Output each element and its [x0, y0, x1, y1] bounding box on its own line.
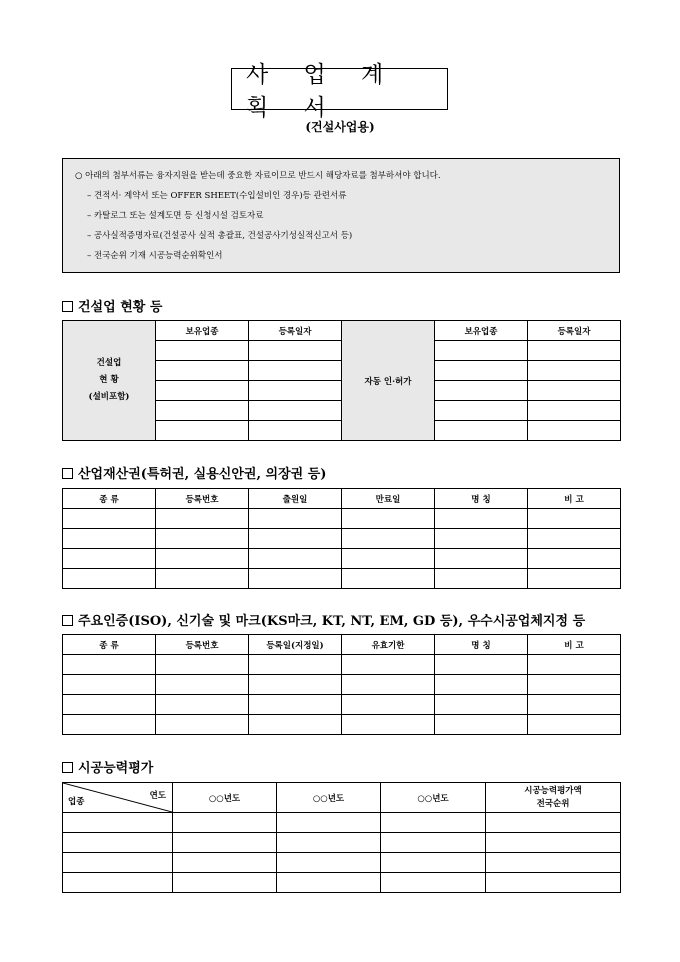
- input-cell[interactable]: [277, 873, 381, 893]
- input-cell[interactable]: [486, 813, 621, 833]
- input-cell[interactable]: [528, 421, 621, 441]
- header-year-1: ○○년도: [173, 783, 277, 813]
- checkbox-square-icon: [62, 762, 73, 773]
- header-held-type: 보유업종: [156, 321, 249, 341]
- input-cell[interactable]: [528, 715, 621, 735]
- construction-capacity-table: [62, 782, 621, 893]
- input-cell[interactable]: [528, 529, 621, 549]
- input-cell[interactable]: [435, 381, 528, 401]
- input-cell[interactable]: [528, 695, 621, 715]
- input-cell[interactable]: [342, 509, 435, 529]
- industrial-property-table: [62, 488, 621, 589]
- header-valid-until: 유효기한: [342, 635, 435, 655]
- header-remarks: 비 고: [528, 635, 621, 655]
- input-cell[interactable]: [156, 715, 249, 735]
- input-cell[interactable]: [249, 695, 342, 715]
- input-cell[interactable]: [342, 529, 435, 549]
- input-cell[interactable]: [249, 675, 342, 695]
- input-cell[interactable]: [435, 715, 528, 735]
- input-cell[interactable]: [342, 695, 435, 715]
- section-title-industrial-property: 산업재산권(특허권, 실용신안권, 의장권 등): [62, 463, 326, 482]
- header-filing-date: 출원일: [249, 489, 342, 509]
- input-cell[interactable]: [342, 655, 435, 675]
- input-cell[interactable]: [381, 813, 486, 833]
- input-cell[interactable]: [156, 421, 249, 441]
- header-reg-date: 등록일자: [528, 321, 621, 341]
- input-cell[interactable]: [156, 529, 249, 549]
- input-cell[interactable]: [528, 655, 621, 675]
- notice-item: – 공사실적증명자료(건설공사 실적 총괄표, 건설공사기성실적신고서 등): [87, 231, 353, 241]
- input-cell[interactable]: [528, 549, 621, 569]
- input-cell[interactable]: [156, 509, 249, 529]
- checkbox-square-icon: [62, 468, 73, 479]
- notice-item: – 견적서· 계약서 또는 OFFER SHEET(수입설비인 경우)등 관련서류: [87, 191, 347, 201]
- input-cell[interactable]: [156, 361, 249, 381]
- header-type: 종 류: [63, 489, 156, 509]
- input-cell[interactable]: [435, 675, 528, 695]
- input-cell[interactable]: [435, 341, 528, 361]
- input-cell[interactable]: [435, 655, 528, 675]
- input-cell[interactable]: [173, 833, 277, 853]
- input-cell[interactable]: [63, 695, 156, 715]
- header-reg-number: 등록번호: [156, 489, 249, 509]
- input-cell[interactable]: [342, 715, 435, 735]
- input-cell[interactable]: [435, 529, 528, 549]
- input-cell[interactable]: [277, 853, 381, 873]
- input-cell[interactable]: [435, 569, 528, 589]
- input-cell[interactable]: [173, 873, 277, 893]
- input-cell[interactable]: [277, 833, 381, 853]
- input-cell[interactable]: [63, 873, 173, 893]
- auto-license-label: 자동 인·허가: [342, 321, 435, 441]
- input-cell[interactable]: [435, 509, 528, 529]
- input-cell[interactable]: [249, 361, 342, 381]
- header-held-type: 보유업종: [435, 321, 528, 341]
- input-cell[interactable]: [528, 361, 621, 381]
- checkbox-square-icon: [62, 301, 73, 312]
- input-cell[interactable]: [249, 401, 342, 421]
- input-cell[interactable]: [249, 509, 342, 529]
- page-title: 사 업 계 획 서: [231, 68, 448, 110]
- input-cell[interactable]: [277, 813, 381, 833]
- checkbox-square-icon: [62, 615, 73, 626]
- input-cell[interactable]: [63, 655, 156, 675]
- input-cell[interactable]: [381, 853, 486, 873]
- input-cell[interactable]: [63, 529, 156, 549]
- input-cell[interactable]: [173, 813, 277, 833]
- input-cell[interactable]: [435, 401, 528, 421]
- input-cell[interactable]: [156, 401, 249, 421]
- input-cell[interactable]: [156, 655, 249, 675]
- input-cell[interactable]: [156, 549, 249, 569]
- input-cell[interactable]: [63, 675, 156, 695]
- attachment-notice: [62, 158, 620, 273]
- header-name: 명 칭: [435, 489, 528, 509]
- input-cell[interactable]: [342, 675, 435, 695]
- input-cell[interactable]: [528, 509, 621, 529]
- input-cell[interactable]: [486, 873, 621, 893]
- input-cell[interactable]: [63, 853, 173, 873]
- input-cell[interactable]: [63, 715, 156, 735]
- header-year-3: ○○년도: [381, 783, 486, 813]
- page-subtitle: (건설사업용): [305, 120, 375, 134]
- construction-status-table: [62, 320, 621, 441]
- input-cell[interactable]: [528, 675, 621, 695]
- notice-item: – 전국순위 기재 시공능력순위확인서: [87, 251, 223, 261]
- input-cell[interactable]: [528, 341, 621, 361]
- input-cell[interactable]: [173, 853, 277, 873]
- notice-item: – 카탈로그 또는 설계도면 등 신청시설 검토자료: [87, 211, 264, 221]
- input-cell[interactable]: [249, 341, 342, 361]
- year-label: 연도: [149, 791, 166, 801]
- section-title-construction-capacity: 시공능력평가: [62, 757, 153, 776]
- input-cell[interactable]: [435, 421, 528, 441]
- input-cell[interactable]: [156, 341, 249, 361]
- input-cell[interactable]: [249, 655, 342, 675]
- header-reg-designation-date: 등록일(지정일): [249, 635, 342, 655]
- input-cell[interactable]: [435, 695, 528, 715]
- certification-table: [62, 634, 621, 735]
- header-expiry-date: 만료일: [342, 489, 435, 509]
- industry-year-diagonal-header: [63, 783, 173, 813]
- input-cell[interactable]: [63, 549, 156, 569]
- input-cell[interactable]: [249, 569, 342, 589]
- header-reg-number: 등록번호: [156, 635, 249, 655]
- input-cell[interactable]: [249, 421, 342, 441]
- header-remarks: 비 고: [528, 489, 621, 509]
- notice-main: ○ 아래의 첨부서류는 융자지원을 받는데 중요한 자료이므로 반드시 해당자료를 첨부하셔야 합니다.: [75, 171, 441, 181]
- header-reg-date: 등록일자: [249, 321, 342, 341]
- construction-status-label: 건설업 현 황 (설비포함): [63, 321, 156, 441]
- header-type: 종 류: [63, 635, 156, 655]
- input-cell[interactable]: [63, 569, 156, 589]
- input-cell[interactable]: [249, 715, 342, 735]
- input-cell[interactable]: [381, 873, 486, 893]
- header-year-2: ○○년도: [277, 783, 381, 813]
- input-cell[interactable]: [63, 833, 173, 853]
- section-title-construction-status: 건설업 현황 등: [62, 296, 162, 315]
- section-title-certification: 주요인증(ISO), 신기술 및 마크(KS마크, KT, NT, EM, GD 등), 우수시공업체지정 등: [62, 610, 585, 629]
- input-cell[interactable]: [63, 509, 156, 529]
- input-cell[interactable]: [381, 833, 486, 853]
- input-cell[interactable]: [156, 695, 249, 715]
- input-cell[interactable]: [249, 529, 342, 549]
- input-cell[interactable]: [528, 569, 621, 589]
- input-cell[interactable]: [249, 381, 342, 401]
- input-cell[interactable]: [156, 675, 249, 695]
- input-cell[interactable]: [342, 569, 435, 589]
- input-cell[interactable]: [435, 361, 528, 381]
- input-cell[interactable]: [528, 381, 621, 401]
- input-cell[interactable]: [486, 853, 621, 873]
- input-cell[interactable]: [435, 549, 528, 569]
- header-national-rank: 시공능력평가액 전국순위: [486, 783, 621, 813]
- input-cell[interactable]: [342, 549, 435, 569]
- input-cell[interactable]: [156, 569, 249, 589]
- input-cell[interactable]: [528, 401, 621, 421]
- input-cell[interactable]: [486, 833, 621, 853]
- header-name: 명 칭: [435, 635, 528, 655]
- input-cell[interactable]: [156, 381, 249, 401]
- industry-label: 업종: [68, 797, 85, 807]
- input-cell[interactable]: [249, 549, 342, 569]
- input-cell[interactable]: [63, 813, 173, 833]
